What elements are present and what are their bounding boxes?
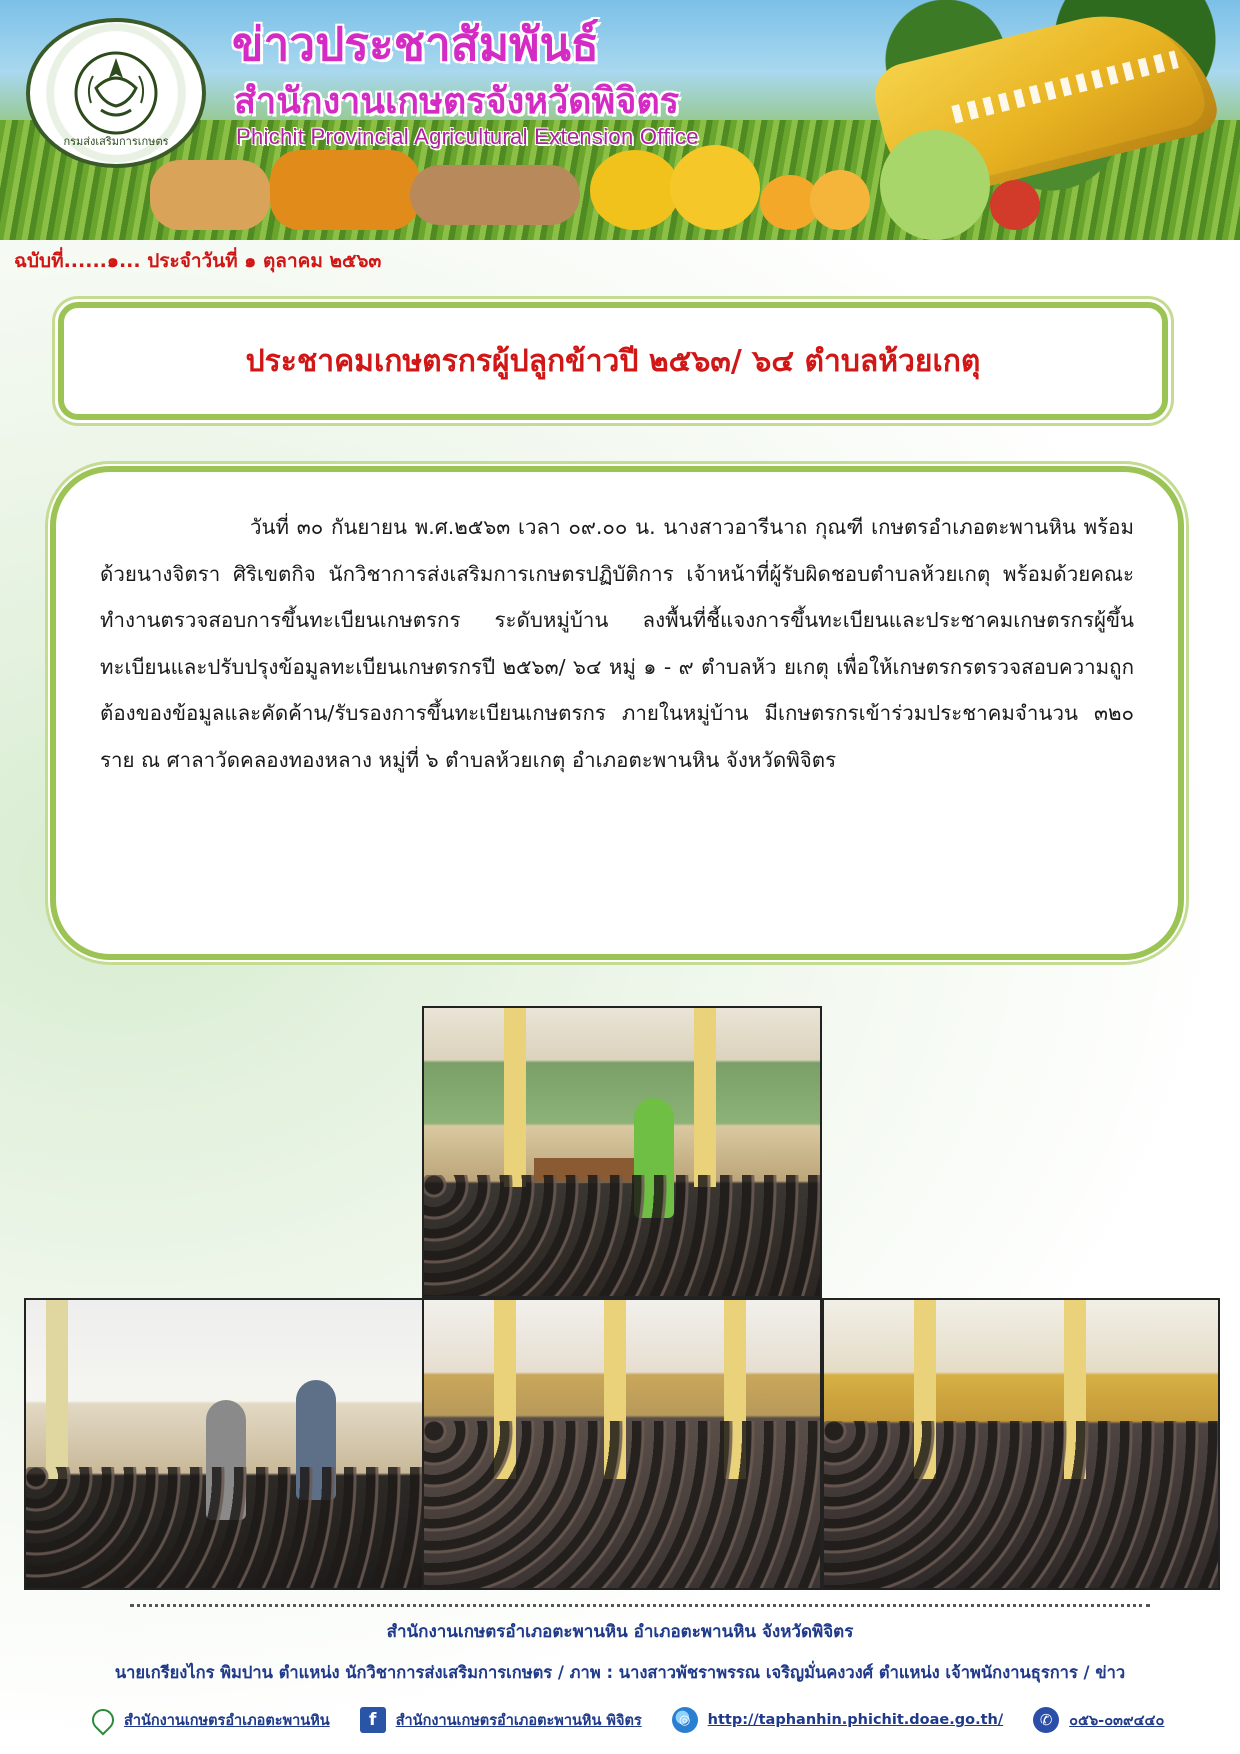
photo-crowd: [424, 1421, 820, 1588]
photo-crowd: [424, 1175, 820, 1296]
photo-crowd: [26, 1467, 422, 1588]
produce-graphic: [150, 140, 1050, 240]
orange-graphic: [810, 170, 870, 230]
phone-number[interactable]: ๐๕๖-๐๓๙๔๔๐: [1069, 1712, 1165, 1729]
news-body-box: [50, 466, 1184, 960]
pomelo-graphic: [880, 130, 990, 240]
footer-divider: [130, 1604, 1150, 1607]
department-logo: [26, 18, 206, 168]
website-link[interactable]: http://taphanhin.phichit.doae.go.th/: [707, 1712, 1004, 1728]
logo-text: กรมส่งเสริมการเกษตร: [63, 135, 169, 148]
mango-graphic: [670, 145, 760, 230]
facebook-icon: f: [360, 1707, 386, 1733]
footer-office-line: สำนักงานเกษตรอำเภอตะพานหิน อำเภอตะพานหิน จังหวัดพิจิตร: [386, 1622, 854, 1642]
location-link[interactable]: สำนักงานเกษตรอำเภอตะพานหิน: [124, 1712, 330, 1729]
chili-graphic: [990, 180, 1040, 230]
photo-pillar: [504, 1008, 526, 1187]
mango-graphic: [590, 150, 680, 230]
facebook-link[interactable]: สำนักงานเกษตรอำเภอตะพานหิน พิจิตร: [395, 1712, 642, 1729]
newsletter-title: ข่าวประชาสัมพันธ์: [232, 17, 600, 71]
department-emblem-icon: [71, 48, 161, 138]
footer-credit-line: นายเกรียงไกร พิมปาน ตำแหน่ง นักวิชาการส่งเสริมการเกษตร / ภาพ : นางสาวพัชราพรรณ เจริญมั่นคงวงศ์ ตำแหน่ง เจ้าพนักงานธุรการ / ข่าว: [114, 1663, 1126, 1682]
event-photo-presenter: [24, 1298, 424, 1590]
photo-crowd: [824, 1421, 1218, 1588]
corn-graphic: [270, 150, 420, 230]
phone-icon: ✆: [1033, 1707, 1059, 1733]
office-name-en: Phichit Provincial Agricultural Extension Office: [236, 124, 699, 149]
office-name-th: สำนักงานเกษตรจังหวัดพิจิตร: [234, 81, 680, 122]
sugarcane-graphic: [150, 160, 270, 230]
news-title: ประชาคมเกษตรกรผู้ปลูกข้าวปี ๒๕๖๓/ ๖๔ ตำบลห้วยเกตุ: [245, 343, 981, 379]
issue-date-line: ฉบับที่......๑... ประจำวันที่ ๑ ตุลาคม ๒๕๖๓: [14, 250, 382, 272]
photo-pillar: [46, 1300, 68, 1479]
news-body-text: วันที่ ๓๐ กันยายน พ.ศ.๒๕๖๓ เวลา ๐๙.๐๐ น. นางสาวอารีนาถ กุณฑี เกษตรอำเภอตะพานหิน พร้อมด้วยนางจิตรา ศิริเขตกิจ นักวิชาการส่งเสริมการเกษตรปฏิบัติการ เจ้าหน้าที่ผู้รับผิดชอบตำบลห้วยเกตุ พร้อมด้วยคณะทำงานตรวจสอบการขึ้นทะเบียนเกษตรกร ระดับหมู่บ้าน ลงพื้นที่ชี้แจงการขึ้นทะเบียนและประชาคมเกษตรกรผู้ขึ้นทะเบียนและปรับปรุงข้อมูลทะเบียนเกษตรกรปี ๒๕๖๓/ ๖๔ หมู่ ๑ - ๙ ตำบลห้ว ยเกตุ เพื่อให้เกษตรกรตรวจสอบความถูกต้องของข้อมูลและคัดค้าน/รับรองการขึ้นทะเบียนเกษตรกร ภายในหมู่บ้าน มีเกษตรกรเข้าร่วมประชาคมจำนวน ๓๒๐ ราย ณ ศาลาวัดคลองทองหลาง หมู่ที่ ๖ ตำบลห้วยเกตุ อำเภอตะพานหิน จังหวัดพิจิตร: [100, 515, 1134, 772]
footer-contact-row: [92, 1700, 1164, 1740]
globe-icon: ◎: [672, 1707, 698, 1733]
header-banner: [0, 0, 1240, 240]
event-photo-crowd-hall: [422, 1298, 822, 1590]
event-photo-crowd-voting: [822, 1298, 1220, 1590]
map-pin-icon: [87, 1704, 118, 1735]
cassava-graphic: [410, 165, 580, 225]
news-title-box: [58, 302, 1168, 420]
event-photo-speaker: [422, 1006, 822, 1298]
photo-pillar: [694, 1008, 716, 1187]
